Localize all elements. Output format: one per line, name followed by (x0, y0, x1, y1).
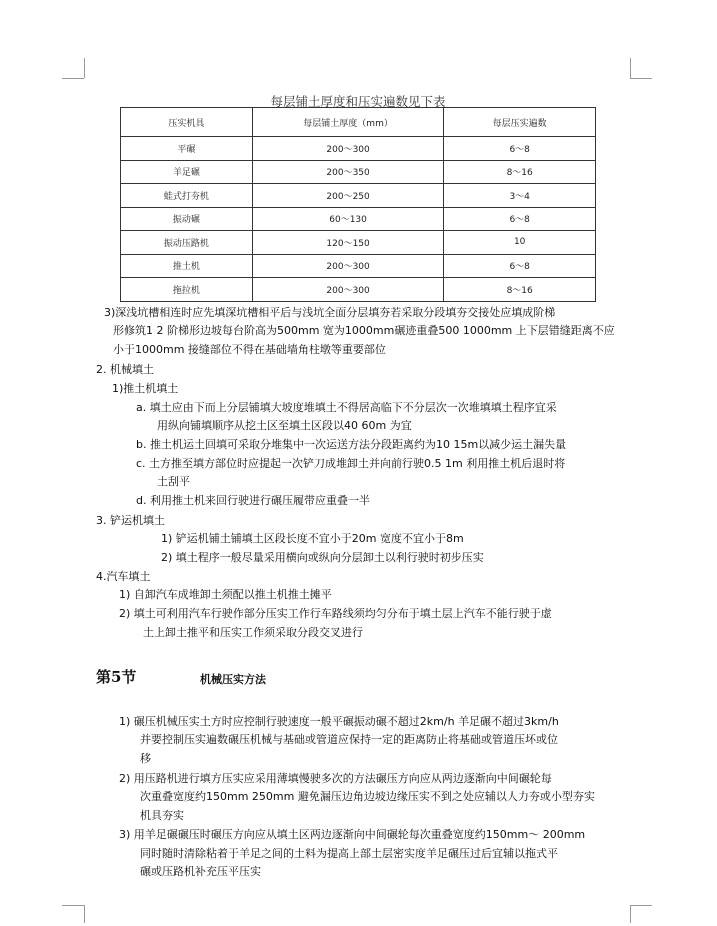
list-item-line: 移 (140, 752, 151, 765)
table-cell: 200～350 (252, 160, 444, 184)
table-cell: 10 (444, 231, 596, 255)
paragraph-line: 形修筑1 2 阶梯形边坡每台阶高为500mm 宽为1000mm碾迹重叠500 1000mm 上下层错缝距离不应 (113, 324, 615, 337)
table-cell: 200～300 (252, 137, 444, 161)
list-item-line: 3) 用羊足碾碾压时碾压方向应从填土区两边逐渐向中间碾轮每次重叠宽度约150mm～ 200mm (119, 828, 586, 841)
section-title: 机械压实方法 (200, 673, 266, 686)
corner-mark-tr-h (630, 78, 652, 79)
section-number: 第5节 (96, 668, 137, 686)
table-cell: 6～8 (444, 137, 596, 161)
paragraph-line: 3)深浅坑槽相连时应先填深坑槽相平后与浅坑全面分层填夯若采取分段填夯交接处应填成阶梯 (104, 306, 556, 319)
subheading-bulldozer: 1)推土机填土 (112, 382, 179, 395)
list-item-line: 2) 用压路机进行填方压实应采用薄填慢驶多次的方法碾压方向应从两边逐渐向中间碾轮每 (119, 772, 552, 785)
corner-mark-br-h (630, 905, 652, 906)
list-item-line: 碾或压路机补充压平压实 (140, 865, 261, 878)
heading-truck-fill: 4.汽车填土 (96, 570, 151, 583)
table-cell: 120～150 (252, 231, 444, 255)
corner-mark-tl-v (84, 58, 85, 78)
table-cell: 60～130 (252, 207, 444, 231)
corner-mark-tl-h (62, 78, 84, 79)
table-cell: 200～300 (252, 254, 444, 278)
table-cell: 推土机 (121, 254, 253, 278)
compaction-table (120, 107, 596, 302)
table-row (121, 160, 596, 184)
header-cell: 压实机具 (121, 108, 253, 137)
table-row (121, 137, 596, 161)
list-item-line: d. 利用推土机来回行驶进行碾压履带应重叠一半 (136, 494, 370, 507)
table-row (121, 184, 596, 208)
list-item-line: 2) 填土可利用汽车行驶作部分压实工作行车路线须均匀分布于填土层上汽车不能行驶于虚 (119, 607, 552, 620)
table-cell: 平碾 (121, 137, 253, 161)
list-item-line: 用纵向铺填顺序从挖土区至填土区段以40 60m 为宜 (157, 419, 412, 432)
list-item-line: c. 土方推至填方部位时应提起一次铲刀成堆卸土并向前行驶0.5 1m 利用推土机后退时将 (136, 457, 566, 470)
table-cell: 200～300 (252, 278, 444, 302)
heading-scraper-fill: 3. 铲运机填土 (96, 514, 165, 527)
table-cell: 200～250 (252, 184, 444, 208)
table-cell: 6～8 (444, 254, 596, 278)
table-cell: 蛙式打夯机 (121, 184, 253, 208)
corner-mark-tr-v (630, 58, 631, 78)
list-item-line: 2) 填土程序一般尽量采用横向或纵向分层卸土以利行驶时初步压实 (161, 551, 484, 564)
list-item-line: 1) 自卸汽车成堆卸土须配以推土机推土摊平 (119, 588, 332, 601)
list-item-line: 1) 碾压机械压实土方时应控制行驶速度一般平碾振动碾不超过2km/h 羊足碾不超过3km/h (119, 715, 559, 728)
table-cell: 拖拉机 (121, 278, 253, 302)
list-item-line: b. 推土机运土回填可采取分堆集中一次运送方法分段距离约为10 15m以减少运土漏失量 (136, 438, 567, 451)
list-item-line: 土刮平 (157, 475, 190, 488)
list-item-line: 机具夯实 (140, 809, 184, 822)
table-cell: 羊足碾 (121, 160, 253, 184)
corner-mark-br-v (630, 905, 631, 923)
table-row (121, 278, 596, 302)
heading-mechanical-fill: 2. 机械填土 (96, 363, 154, 376)
table-row (121, 254, 596, 278)
paragraph-line: 小于1000mm 接缝部位不得在基础墙角柱墩等重要部位 (113, 343, 386, 356)
list-item-line: 土上卸土推平和压实工作须采取分段交叉进行 (143, 626, 363, 639)
list-item-line: 1) 铲运机铺土铺填土区段长度不宜小于20m 宽度不宜小于8m (161, 532, 464, 545)
header-cell: 每层铺土厚度（mm） (252, 108, 444, 137)
list-item-line: 并要控制压实遍数碾压机械与基础或管道应保持一定的距离防止将基础或管道压坏或位 (140, 733, 558, 746)
table-row (121, 207, 596, 231)
table-cell: 振动压路机 (121, 231, 253, 255)
table-cell: 振动碾 (121, 207, 253, 231)
table-row (121, 231, 596, 255)
list-item-line: 次重叠宽度约150mm 250mm 避免漏压边角边坡边缘压实不到之处应辅以人力夯或小型夯实 (140, 790, 595, 803)
table-cell: 6～8 (444, 207, 596, 231)
table-cell: 3～4 (444, 184, 596, 208)
table-header-row (121, 108, 596, 137)
table-cell: 8～16 (444, 160, 596, 184)
list-item-line: a. 填土应由下而上分层铺填大坡度堆填土不得居高临下不分层次一次堆填填土程序宜采 (136, 401, 557, 414)
corner-mark-bl-v (84, 905, 85, 923)
corner-mark-bl-h (62, 905, 84, 906)
header-cell: 每层压实遍数 (444, 108, 596, 137)
table-cell: 8～16 (444, 278, 596, 302)
table-caption: 每层铺土厚度和压实遍数见下表 (270, 94, 446, 109)
list-item-line: 同时随时清除粘着于羊足之间的土料为提高上部土层密实度羊足碾压过后宜辅以拖式平 (140, 847, 558, 860)
